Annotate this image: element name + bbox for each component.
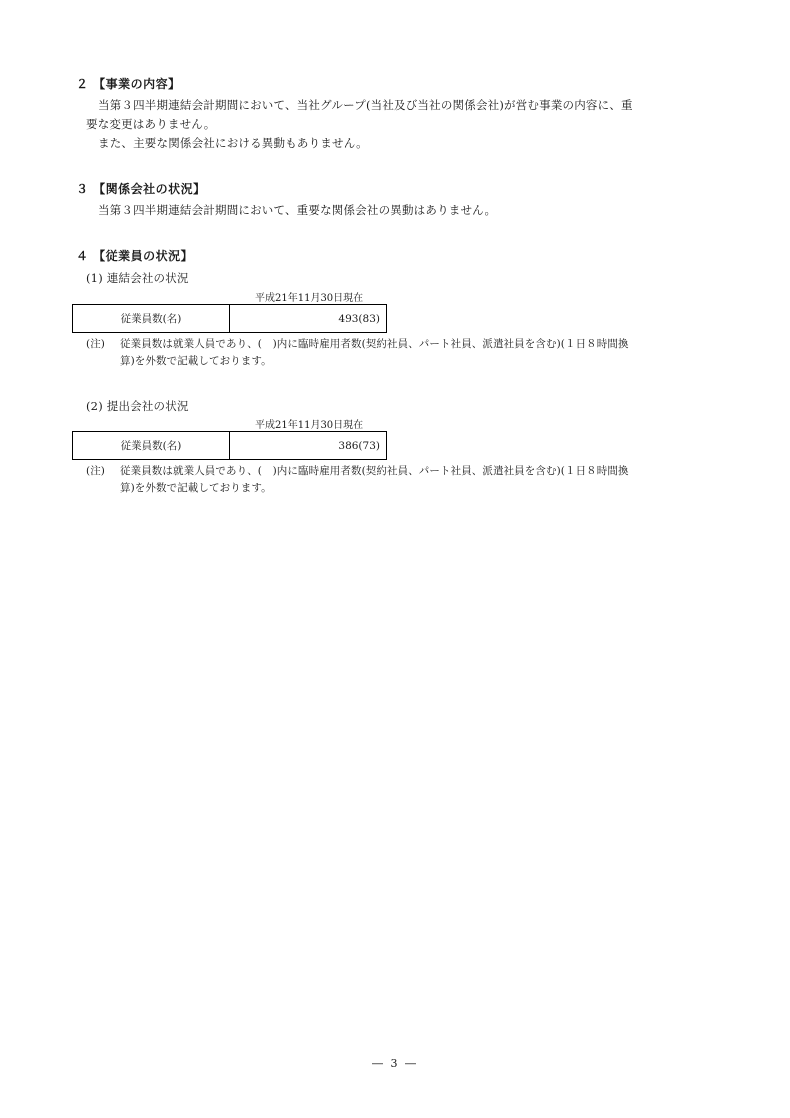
employee-count-label: 従業員数(名) — [73, 305, 230, 333]
section-2-heading: ２ 【事業の内容】 — [76, 77, 181, 91]
reporting-company-note-mark: (注) — [86, 465, 105, 477]
section-2-paragraph-line-1: 当第３四半期連結会計期間において、当社グループ(当社及び当社の関係会社)が営む事業の内容に、重 — [98, 98, 633, 112]
reporting-company-note-line-1: 従業員数は就業人員であり、( )内に臨時雇用者数(契約社員、パート社員、派遣社員を含む)(１日８時間換 — [120, 465, 629, 477]
table-row — [73, 305, 387, 333]
section-3-heading: ３ 【関係会社の状況】 — [76, 182, 206, 196]
consolidated-as-of-date: 平成21年11月30日現在 — [255, 293, 364, 304]
consolidated-subheading: (1) 連結会社の状況 — [86, 271, 189, 285]
employee-count-value: 493(83) — [230, 305, 387, 333]
page-number: ― 3 ― — [372, 1057, 418, 1070]
reporting-company-subheading: (2) 提出会社の状況 — [86, 399, 189, 413]
employee-count-label: 従業員数(名) — [73, 432, 230, 460]
consolidated-note-line-1: 従業員数は就業人員であり、( )内に臨時雇用者数(契約社員、パート社員、派遣社員を含む)(１日８時間換 — [120, 338, 629, 350]
reporting-company-as-of-date: 平成21年11月30日現在 — [255, 420, 364, 431]
section-2-paragraph-line-3: また、主要な関係会社における異動もありません。 — [98, 136, 368, 150]
section-3-paragraph: 当第３四半期連結会計期間において、重要な関係会社の異動はありません。 — [98, 203, 497, 217]
consolidated-note-mark: (注) — [86, 338, 105, 350]
section-4-heading: ４ 【従業員の状況】 — [76, 249, 194, 263]
table-row — [73, 432, 387, 460]
reporting-company-note-line-2: 算)を外数で記載しております。 — [120, 482, 272, 494]
reporting-company-employee-table — [72, 431, 387, 460]
consolidated-employee-table — [72, 304, 387, 333]
employee-count-value: 386(73) — [230, 432, 387, 460]
section-2-paragraph-line-2: 要な変更はありません。 — [86, 117, 216, 131]
consolidated-note-line-2: 算)を外数で記載しております。 — [120, 355, 272, 367]
